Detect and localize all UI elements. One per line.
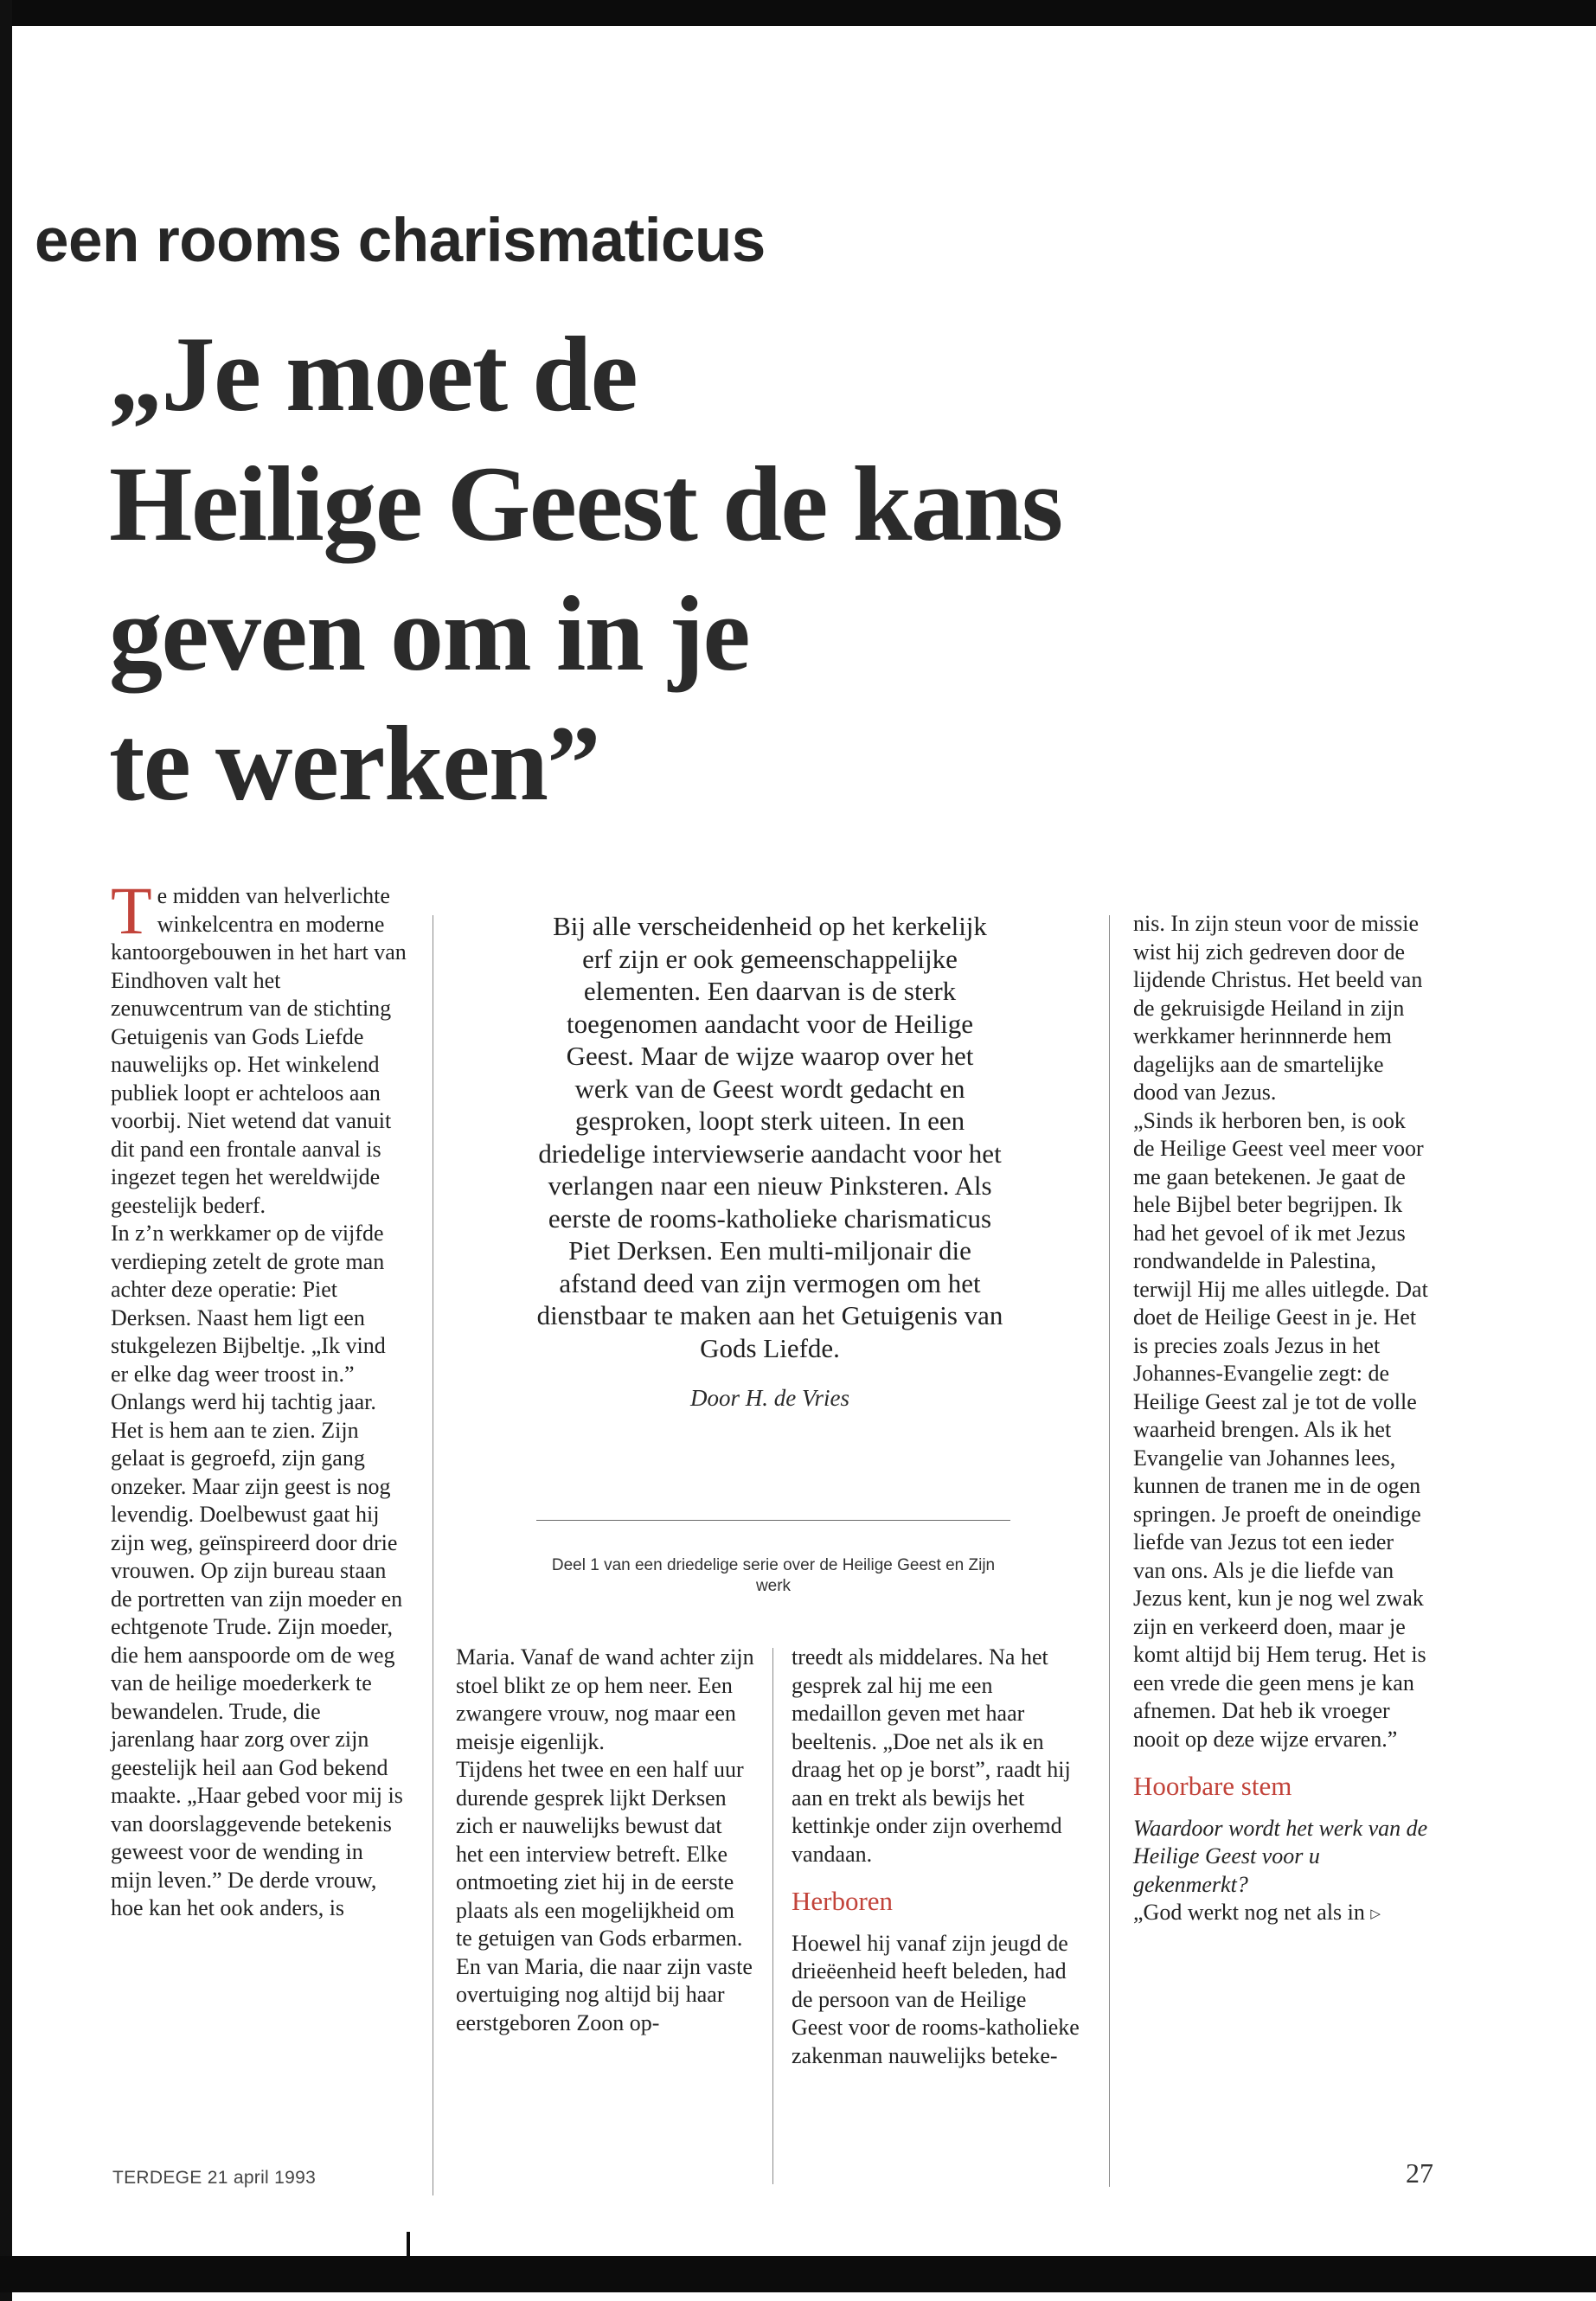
column-1 — [111, 873, 407, 1923]
paragraph — [1133, 1899, 1432, 1928]
paragraph-text: e midden van helverlichte winkelcentra en moderne kantoorgebouwen in het hart van Eindhoven valt het zenuwcentrum van de stichting Getuigenis van Gods Liefde nauwelijks op. Het winkelend publiek loopt er achteloos aan voorbij. Niet wetend dat vanuit dit pand een frontale aanval is ingezet tegen het wereldwijde geestelijk bederf. — [111, 883, 407, 1218]
intro-block — [536, 910, 1003, 1412]
byline-rule — [536, 1520, 1010, 1521]
page-frame-tick — [407, 2232, 410, 2258]
continue-arrow-icon: ▷ — [1370, 1907, 1381, 1921]
headline-line: geven om in je — [109, 574, 750, 693]
page-number: 27 — [1406, 2157, 1433, 2189]
byline: Door H. de Vries — [690, 1385, 849, 1411]
article-kicker: een rooms charismaticus — [35, 207, 766, 275]
paragraph: Maria. Vanaf de wand achter zijn stoel blikt ze op hem neer. Een zwangere vrouw, nog maar een meisje eigenlijk. — [456, 1644, 754, 1754]
column-3 — [792, 1644, 1081, 2070]
headline-line: „Je moet de — [109, 315, 638, 433]
interview-question: Waardoor wordt het werk van de Heilige Geest voor u gekenmerkt? — [1133, 1815, 1428, 1897]
series-note: Deel 1 van een driedelige serie over de Heilige Geest en Zijn werk — [551, 1556, 996, 1595]
subhead-herboren: Herboren — [792, 1886, 894, 1916]
page-frame-top — [0, 0, 1596, 26]
page-frame-left — [0, 0, 12, 2301]
column-2 — [456, 1644, 754, 2037]
intro-text: Bij alle verscheidenheid op het kerkelijk erf zijn er ook gemeenschappelijke elementen. Een daarvan is de sterk toegenomen aandacht voor de Heilige Geest. Maar de wijze waarop over het werk van de Geest wordt gedacht en gesproken, loopt sterk uiteen. In een driedelige interviewserie aandacht voor het verlangen naar een nieuw Pinksteren. Als eerste de rooms-katholieke charismaticus Piet Derksen. Een multi-miljonair die afstand deed van zijn vermogen om het dienstbaar te maken aan het Getuigenis van Gods Liefde. — [536, 911, 1003, 1363]
paragraph: Hoewel hij vanaf zijn jeugd de drieëenheid heeft beleden, had de persoon van de Heilige Geest voor de rooms-katholieke zakenman nauwelijks beteke- — [792, 1930, 1080, 2068]
column-4 — [1133, 910, 1432, 1928]
headline-line: Heilige Geest de kans — [109, 445, 1062, 563]
opening-paragraph — [111, 873, 407, 1220]
column-rule — [1109, 915, 1110, 2187]
column-rule — [772, 1648, 773, 2184]
headline-line: te werken” — [109, 704, 599, 823]
paragraph: „Sinds ik herboren ben, is ook de Heilige Geest veel meer voor me gaan betekenen. Je gaat de hele Bijbel beter begrijpen. Ik had het gevoel of ik met Jezus rondwandelde in Palestina, terwijl Hij me alles uitlegde. Dat doet de Heilige Geest in je. Het is precies zoals Jezus in het Johannes-Evangelie zegt: de Heilige Geest zal je tot de volle waarheid brengen. Als ik het Evangelie van Johannes lees, kunnen de tranen me in de ogen springen. Je proeft de oneindige liefde van Jezus tot een ieder van ons. Als je die liefde van Jezus kent, kun je nog wel zwak zijn en verkeerd doen, maar je komt altijd bij Hem terug. Het is een vrede die geen mens je kan afnemen. Dat heb ik vroeger nooit op deze wijze ervaren.” — [1133, 1107, 1428, 1752]
paragraph: treedt als middelares. Na het gesprek zal hij me een medaillon geven met haar beeltenis. „Doe net als ik en draag het op je borst”, raadt hij aan en trekt als bewijs het kettinkje onder zijn overhemd vandaan. — [792, 1644, 1071, 1867]
paragraph: In z’n werkkamer op de vijfde verdieping zetelt de grote man achter deze operatie: Piet Derksen. Naast hem ligt een stukgelezen Bijbeltje. „Ik vind er elke dag weer troost in.” Onlangs werd hij tachtig jaar. Het is hem aan te zien. Zijn gelaat is gegroefd, zijn gang onzeker. Maar zijn geest is nog levendig. Doelbewust gaat hij zijn weg, geïnspireerd door drie vrouwen. Op zijn bureau staan de portretten van zijn moeder en echtgenote Trude. Zijn moeder, die hem aanspoorde om de weg van de heilige moederkerk te bewandelen. Trude, die jarenlang haar zorg over zijn geestelijk heil aan God bekend maakte. „Haar gebed voor mij is van doorslaggevende betekenis geweest voor de wending in mijn leven.” De derde vrouw, hoe kan het ook anders, is — [111, 1221, 403, 1920]
paragraph: nis. In zijn steun voor de missie wist hij zich gedreven door de lijdende Christus. Het beeld van de gekruisigde Heiland in zijn werkkamer herinnnerde hem dagelijks aan de smartelijke dood van Jezus. — [1133, 911, 1423, 1105]
footer-publication: TERDEGE 21 april 1993 — [112, 2168, 317, 2188]
paragraph: Tijdens het twee en een half uur durende gesprek lijkt Derksen zich er nauwelijks bewust dat het een interview betreft. Elke ontmoeting ziet hij in de eerste plaats als een mogelijkheid om te getuigen van Gods erbarmen. En van Maria, die naar zijn vaste overtuiging nog altijd bij haar eerstgeboren Zoon op- — [456, 1757, 753, 2035]
article-headline — [109, 310, 1062, 829]
page-frame-bottom — [0, 2256, 1596, 2292]
subhead-hoorbare-stem: Hoorbare stem — [1133, 1771, 1292, 1801]
paragraph-text: „God werkt nog net als in — [1133, 1900, 1365, 1925]
dropcap: T — [111, 873, 152, 948]
